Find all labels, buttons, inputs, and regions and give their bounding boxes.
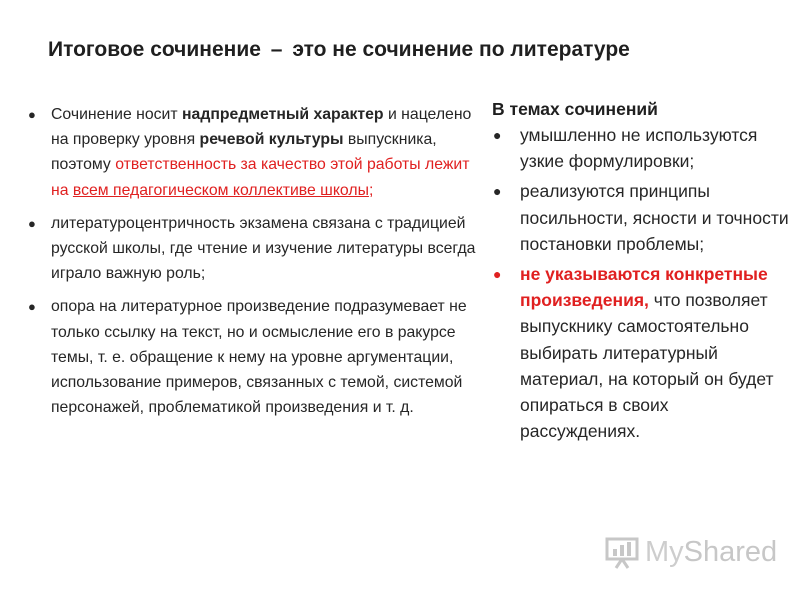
list-item [22, 211, 477, 287]
item-text-red: ; [368, 181, 374, 199]
item-text-red: ответственность за качество этой работы лежит на [51, 156, 470, 199]
item-text-bold: надпредметный характер [182, 106, 384, 123]
item-text: и нацелено на проверку уровня [51, 106, 472, 149]
item-text: умышленно не используются узкие формулировки; [520, 125, 758, 172]
bullet-icon: ● [28, 107, 36, 122]
title-part-2: это не сочинение по литературе [292, 38, 630, 61]
item-text: опора на литературное произведение подразумевает не только ссылку на текст, но и осмысление его в ракурсе темы, т. е. обращение к нему на уровне аргументации, использование примеров, связанных с темой, системой персонажей, проблематикой произведения и т. д. [51, 298, 467, 417]
left-column [22, 102, 477, 428]
slide-title [48, 38, 788, 62]
left-bullet-list [22, 102, 477, 420]
item-text: Сочинение носит [51, 106, 182, 123]
item-text-red-underlined: всем педагогическом коллективе школы [72, 181, 369, 199]
right-column [492, 96, 792, 448]
list-item [492, 122, 792, 174]
list-item [22, 294, 477, 420]
right-heading: В темах сочинений [492, 99, 658, 119]
title-part-1: Итоговое сочинение [48, 38, 261, 61]
item-text: литературоцентричность экзамена связана с традицией русской школы, где чтение и изучение литературы всегда играло важную роль; [51, 214, 476, 283]
item-text: что позволяет выпускнику самостоятельно выбирать литературный материал, на который он будет опираться в своих рассуждениях. [520, 290, 774, 442]
item-text-red-bold: не указываются конкретные произведения, [520, 264, 768, 311]
bullet-icon: ● [28, 299, 36, 315]
right-bullet-list [492, 122, 792, 444]
bullet-icon: ● [28, 215, 36, 231]
title-dash: – [270, 38, 283, 61]
bullet-icon: ● [493, 183, 502, 200]
presentation-board-icon [605, 537, 639, 569]
list-item [22, 102, 477, 203]
list-item [492, 261, 792, 444]
list-item [492, 178, 792, 257]
item-text: реализуются принципы посильности, ясности и точности постановки проблемы; [520, 181, 789, 254]
item-text: выпускника, поэтому [51, 131, 437, 174]
bullet-icon: ● [493, 127, 502, 143]
item-text-bold: речевой культуры [199, 131, 344, 149]
bullet-icon: ● [493, 266, 502, 283]
watermark [605, 536, 777, 569]
watermark-text: MyShared [645, 536, 778, 568]
